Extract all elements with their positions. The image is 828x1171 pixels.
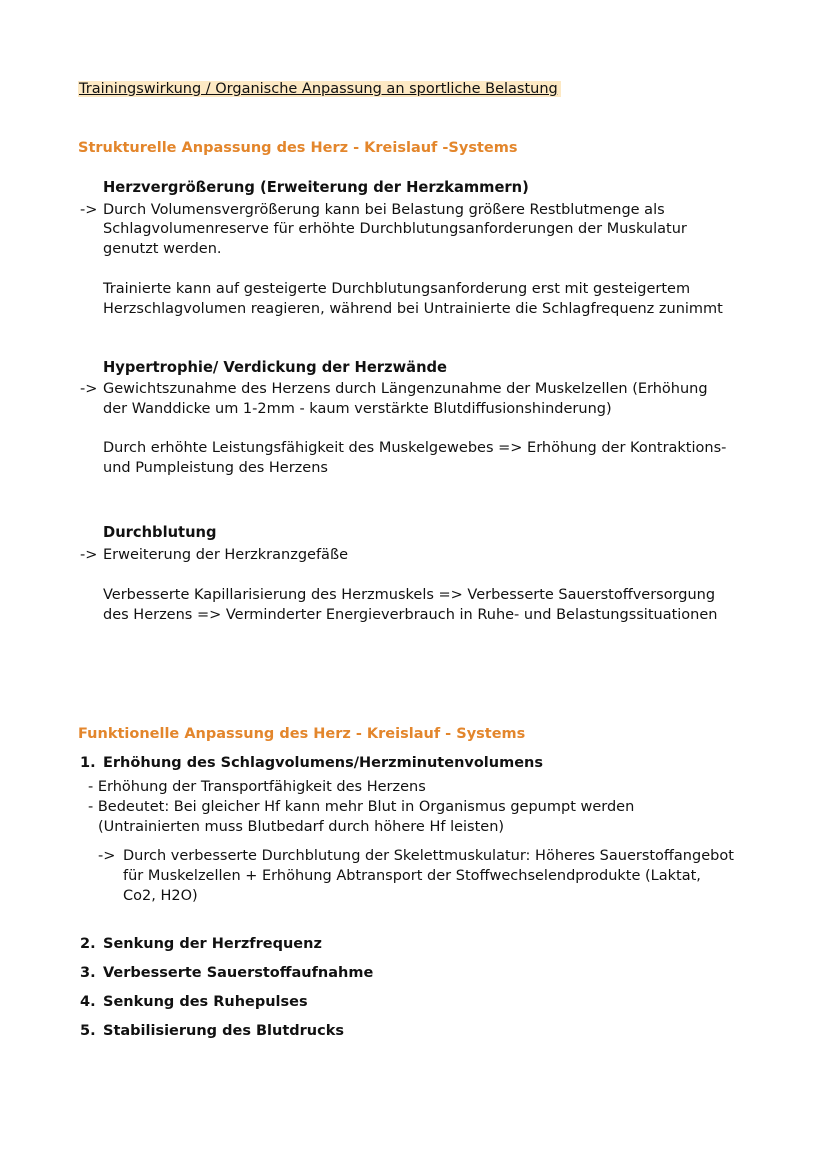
list-item-label: Erhöhung des Schlagvolumens/Herzminutenvolumens <box>103 755 543 771</box>
paragraph-line: Trainierte kann auf gesteigerte Durchblutungsanforderung erst mit gesteigertem <box>103 281 691 297</box>
subheading-durchblutung: Durchblutung <box>103 524 217 541</box>
list-item-label: Senkung des Ruhepulses <box>103 994 308 1010</box>
paragraph-line: Verbesserte Kapillarisierung des Herzmuskels => Verbesserte Sauerstoffversorgung <box>103 587 716 603</box>
text-line: Gewichtszunahme des Herzens durch Längenzunahme der Muskelzellen (Erhöhung <box>103 381 708 397</box>
document-title: Trainingswirkung / Organische Anpassung an sportliche Belastung <box>78 79 561 99</box>
paragraph-line: Durch erhöhte Leistungsfähigkeit des Muskelgewebes => Erhöhung der Kontraktions- <box>103 440 727 456</box>
text-line: genutzt werden. <box>103 241 222 257</box>
list-item-number: 5. <box>80 1023 96 1039</box>
subheading-hypertrophie: Hypertrophie/ Verdickung der Herzwände <box>103 359 448 376</box>
arrow-marker: -> <box>80 381 98 397</box>
text-line: Durch verbesserte Durchblutung der Skelettmuskulatur: Höheres Sauerstoffangebot <box>123 848 734 864</box>
section-heading-functional: Funktionelle Anpassung des Herz - Kreislauf - Systems <box>78 726 526 742</box>
list-item-label: Verbesserte Sauerstoffaufnahme <box>103 965 374 981</box>
list-item-number: 2. <box>80 936 96 952</box>
bullet-line: - Bedeutet: Bei gleicher Hf kann mehr Blut in Organismus gepumpt werden <box>88 799 635 815</box>
list-item-number: 3. <box>80 965 96 981</box>
section-heading-structural: Strukturelle Anpassung des Herz - Kreislauf -Systems <box>78 140 518 156</box>
paragraph-line: und Pumpleistung des Herzens <box>103 460 328 476</box>
list-item-label: Senkung der Herzfrequenz <box>103 936 322 952</box>
subheading-herzvergroesserung: Herzvergrößerung (Erweiterung der Herzkammern) <box>103 179 529 196</box>
bullet-line: (Untrainierten muss Blutbedarf durch höhere Hf leisten) <box>98 819 505 835</box>
paragraph-line: des Herzens => Verminderter Energieverbrauch in Ruhe- und Belastungssituationen <box>103 607 718 623</box>
text-line: für Muskelzellen + Erhöhung Abtransport der Stoffwechselendprodukte (Laktat, <box>123 868 701 884</box>
text-line: der Wanddicke um 1-2mm - kaum verstärkte Blutdiffusionshinderung) <box>103 401 612 417</box>
text-line: Schlagvolumenreserve für erhöhte Durchblutungsanforderungen der Muskulatur <box>103 221 687 237</box>
text-line: Durch Volumensvergrößerung kann bei Belastung größere Restblutmenge als <box>103 202 665 218</box>
list-item-label: Stabilisierung des Blutdrucks <box>103 1023 344 1039</box>
text-line: Erweiterung der Herzkranzgefäße <box>103 547 348 563</box>
list-item-number: 4. <box>80 994 96 1010</box>
bullet-line: - Erhöhung der Transportfähigkeit des Herzens <box>88 779 426 795</box>
paragraph-line: Herzschlagvolumen reagieren, während bei Untrainierte die Schlagfrequenz zunimmt <box>103 301 723 317</box>
list-item-number: 1. <box>80 755 96 771</box>
arrow-marker: -> <box>80 202 98 218</box>
text-line: Co2, H2O) <box>123 888 198 904</box>
arrow-marker: -> <box>80 547 98 563</box>
arrow-marker: -> <box>98 848 116 864</box>
